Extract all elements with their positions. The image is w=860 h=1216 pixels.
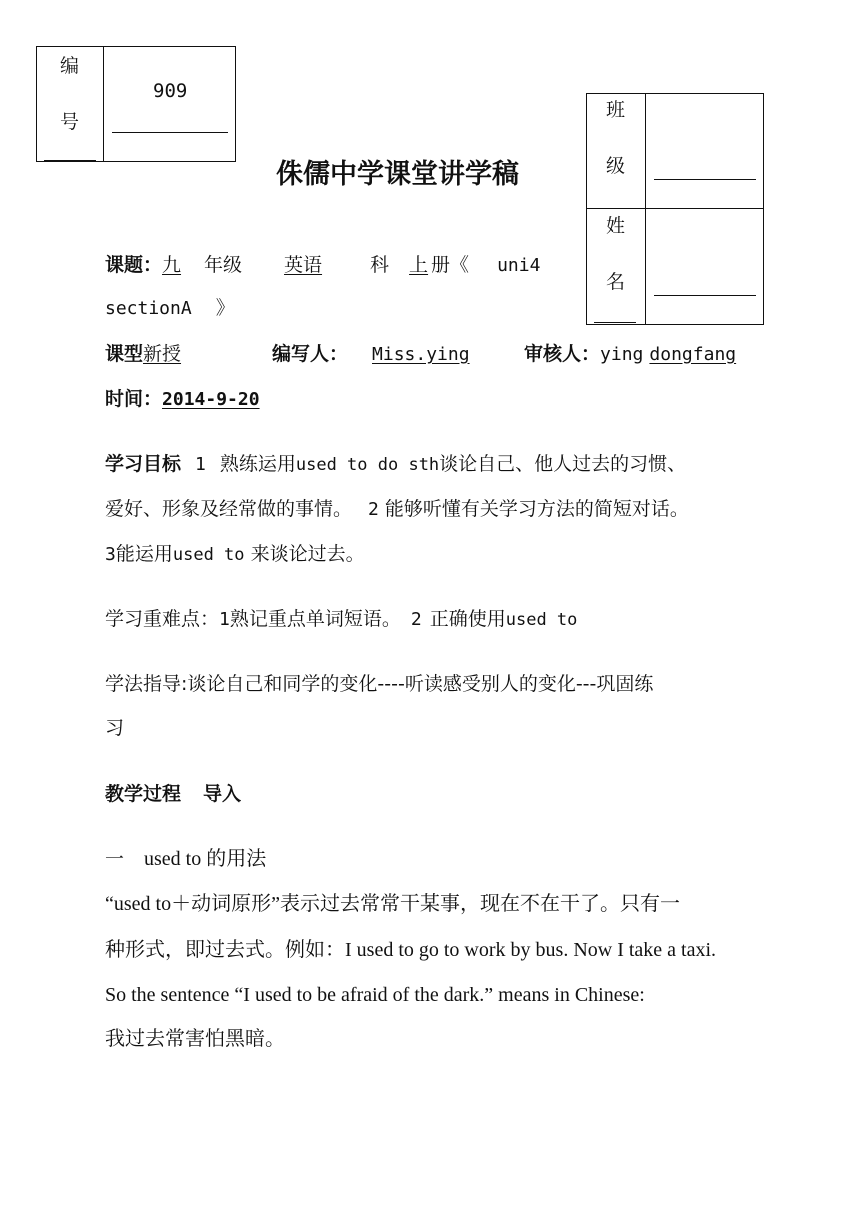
process-heading: 教学过程 导入: [105, 783, 242, 805]
section1-line-3: So the sentence “I used to be afraid of the dark.” means in Chinese:: [105, 984, 645, 1006]
section1-line-4: 我过去常害怕黑暗。: [105, 1028, 285, 1050]
reviewer: 审核人：ying dongfang: [524, 343, 737, 365]
section-line: sectionA 》: [105, 297, 235, 319]
difficulties-line: 学习重难点：1熟记重点单词短语。 2 正确使用used to: [105, 608, 578, 630]
time-line: 时间：2014-9-20: [105, 388, 260, 410]
objectives-line-3: 3能运用used to 来谈论过去。: [105, 543, 365, 565]
objectives-line-1: 学习目标 1 熟练运用used to do sth谈论自己、他人过去的习惯、: [105, 453, 687, 475]
number-label-1: 编: [60, 55, 80, 77]
page-title: 侏儒中学课堂讲学稿: [276, 159, 519, 190]
section1-line-1: “used to＋动词原形”表示过去常常干某事，现在不在干了。只有一: [105, 893, 680, 915]
name-blank: [654, 295, 756, 296]
author: 编写人： Miss.ying: [272, 343, 470, 365]
number-value: 909: [153, 80, 188, 102]
objectives-line-2: 爱好、形象及经常做的事情。 2 能够听懂有关学习方法的简短对话。: [105, 498, 689, 520]
name-label-2: 名: [606, 271, 626, 293]
class-label-2: 级: [606, 155, 626, 177]
section1-heading: 一 used to 的用法: [105, 848, 267, 870]
class-blank: [654, 179, 756, 180]
name-label-1: 姓: [606, 215, 626, 237]
method-line-2: 习: [105, 717, 125, 739]
meta-line: 课型新授: [105, 343, 182, 365]
section1-line-2: 种形式，即过去式。例如：I used to go to work by bus. Now I take a taxi.: [105, 939, 717, 961]
topic-line: 课题：九 年级 英语 科 上 册《 uni4: [105, 254, 541, 276]
method-line-1: 学法指导:谈论自己和同学的变化----听读感受别人的变化---巩固练: [105, 673, 654, 695]
number-label-2: 号: [60, 111, 80, 133]
class-label-1: 班: [606, 99, 626, 121]
